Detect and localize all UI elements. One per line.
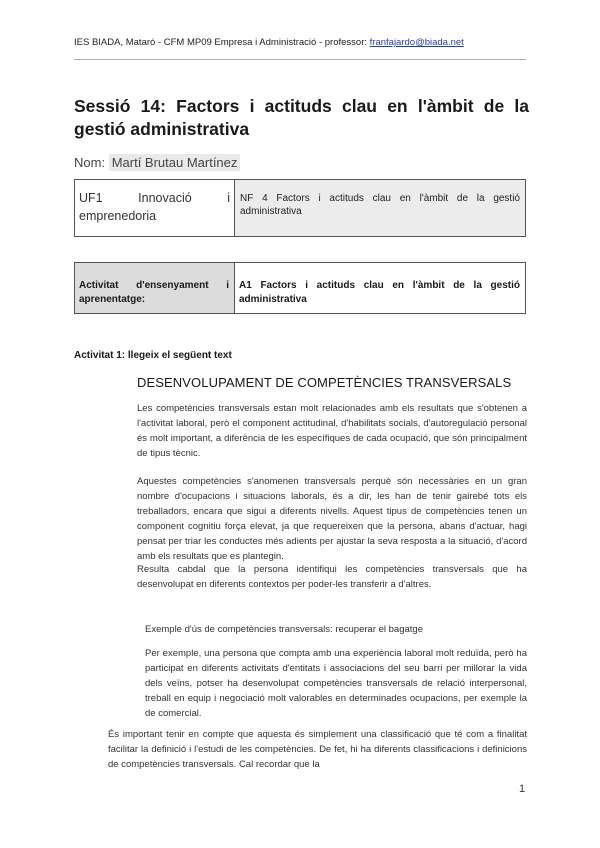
section-title: DESENVOLUPAMENT DE COMPETÈNCIES TRANSVERSALS bbox=[137, 375, 512, 390]
page-number: 1 bbox=[519, 783, 526, 795]
example-title: Exemple d'ús de competències transversals: recuperar el bagatge bbox=[145, 624, 423, 635]
closing-paragraph: És important tenir en compte que aquesta és simplement una classificació que té com a finalitat facilitar la definició i l'estudi de les competències. De fet, hi ha diferents classificacions i definicions de competències transversals. Cal recordar que la bbox=[108, 729, 527, 770]
activity-table bbox=[74, 262, 526, 314]
activity-label-cell: Activitat d'ensenyament i aprenentatge: bbox=[75, 263, 235, 314]
activity-name-cell: A1 Factors i actituds clau en l'àmbit de la gestió administrativa bbox=[235, 263, 526, 314]
header-divider bbox=[74, 59, 526, 60]
example-body: Per exemple, una persona que compta amb una experiència laboral molt reduïda, però ha participat en diferents activitats d'entitats i associacions del seu barri per millorar la vida dels veïns, potser ha desenvolupat competències transversals de relació interpersonal, treball en equip i negociació molt valorables en determinades ocupacions, per exemple la de comercial. bbox=[145, 648, 527, 719]
name-label: Nom: bbox=[74, 155, 106, 170]
paragraph: Resulta cabdal que la persona identifiqui les competències transversals que ha desenvolupat en diferents contextos per poder-les transferir a d'altres. bbox=[137, 564, 527, 590]
student-name-field[interactable]: Martí Brutau Martínez bbox=[109, 154, 241, 171]
nucleus-cell: NF 4 Factors i actituds clau en l'àmbit de la gestió administrativa bbox=[235, 180, 526, 237]
unit-cell: UF1 Innovació i emprenedoria bbox=[75, 180, 235, 237]
paragraph: Aquestes competències s'anomenen transversals perquè són necessàries en un gran nombre d'ocupacions i situacions laborals, és a dir, les han de tenir gairebé tots els treballadors, encara que sigui a diferents nivells. Aquest tipus de competències tenen un component cognitiu força elevat, ja que requereixen que la persona, abans d'actuar, hagi pensat per triar les conductes més adients per ajustar la seva resposta a la situació, d'acord amb els resultats que es plantegin. bbox=[137, 476, 527, 562]
unit-table bbox=[74, 179, 526, 237]
paragraph: Les competències transversals estan molt relacionades amb els resultats que s'obtenen a l'activitat laboral, però el component actitudinal, d'habilitats socials, d'autoregulació personal és molt important, a diferència de les específiques de cada ocupació, que són principalment de tipus tècnic. bbox=[137, 403, 527, 459]
header-text: IES BIADA, Mataró - CFM MP09 Empresa i Administració - professor: bbox=[74, 37, 370, 48]
page-header bbox=[74, 37, 464, 48]
professor-email-link[interactable]: franfajardo@biada.net bbox=[369, 37, 464, 48]
activity-heading: Activitat 1: llegeix el següent text bbox=[74, 350, 232, 361]
page-title: Sessió 14: Factors i actituds clau en l'àmbit de la gestió administrativa bbox=[74, 96, 529, 139]
student-name-row bbox=[74, 155, 240, 170]
